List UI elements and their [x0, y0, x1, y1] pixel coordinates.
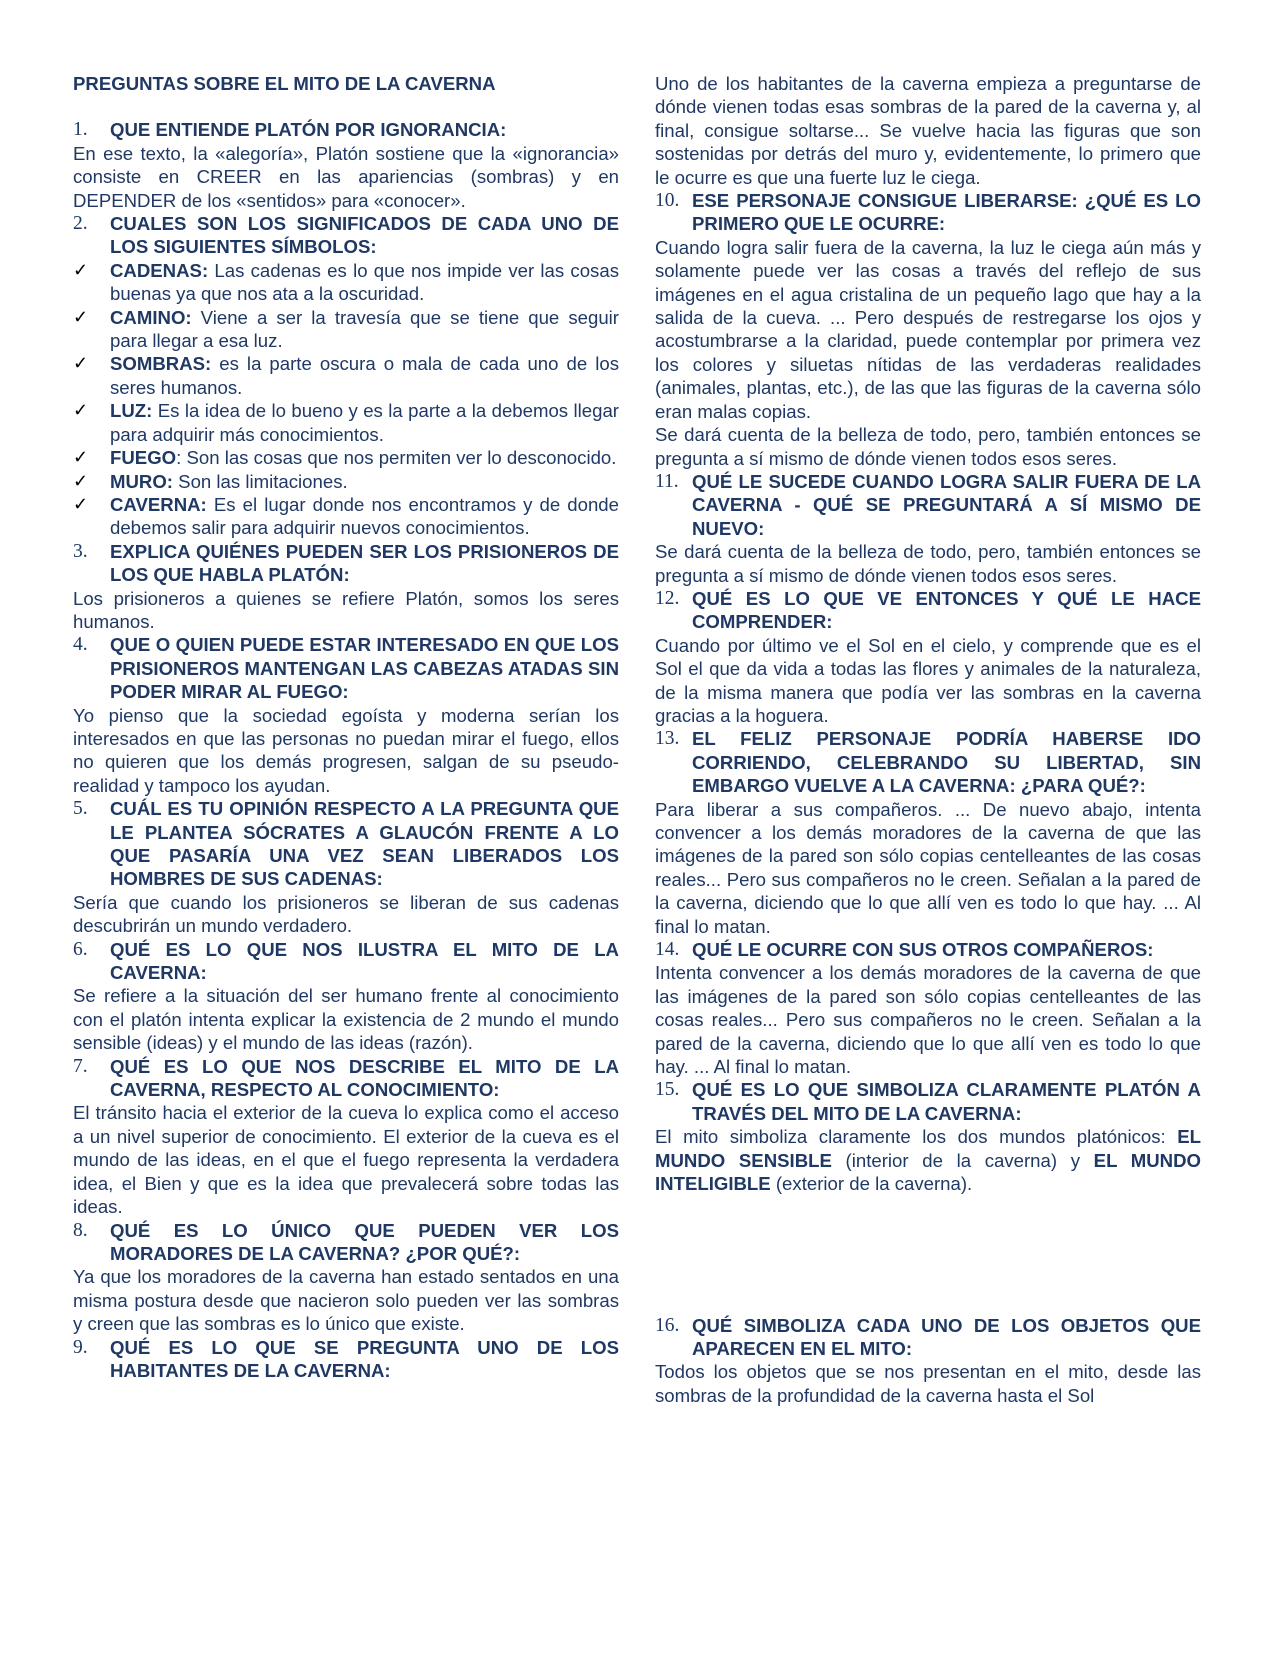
answer-12: Cuando por último ve el Sol en el cielo, y comprende que es el Sol el que da vida a todas las flores y animales de la naturaleza, de la misma manera que podía ver las sombras en la caverna gracias a la hoguera.: [655, 634, 1201, 726]
answer-4: Yo pienso que la sociedad egoísta y moderna serían los interesados en que las personas no puedan mirar el fuego, ellos no quieren que los demás progresen, salgan de su pseudo-realidad y tampoco los ayudan.: [73, 704, 619, 796]
question-15: 15. QUÉ ES LO QUE SIMBOLIZA CLARAMENTE PLATÓN A TRAVÉS DEL MITO DE LA CAVERNA:: [655, 1079, 1201, 1124]
question-16: 16. QUÉ SIMBOLIZA CADA UNO DE LOS OBJETOS QUE APARECEN EN EL MITO:: [655, 1314, 1201, 1359]
symbol-item: ✓ CADENAS: Las cadenas es lo que nos impide ver las cosas buenas ya que nos ata a la oscuridad.: [73, 259, 619, 305]
answer-15: El mito simboliza claramente los dos mundos platónicos: EL MUNDO SENSIBLE (interior de la caverna) y EL MUNDO INTELIGIBLE (exterior de la caverna).: [655, 1126, 1201, 1195]
checkmark-icon: ✓: [73, 470, 89, 491]
question-1: 1. QUE ENTIENDE PLATÓN POR IGNORANCIA:: [73, 119, 507, 141]
answer-10-continued: Se dará cuenta de la belleza de todo, pero, también entonces se pregunta a sí mismo de dónde vienen todos esos seres.: [655, 424, 1201, 469]
checkmark-icon: ✓: [73, 259, 89, 280]
checkmark-icon: ✓: [73, 306, 89, 327]
answer-10: Cuando logra salir fuera de la caverna, la luz le ciega aún más y solamente puede ver las cosas a través del reflejo de sus imágenes en el agua cristalina de un pequeño lago que hay a la salida de la cueva. ... Pero después de restregarse los ojos y acostumbrarse a la claridad, puede contemplar por primera vez los colores y siluetas nítidas de las verdaderas realidades (animales, plantas, etc.), de las que las figuras de la caverna sólo eran malas copias.: [655, 236, 1201, 422]
answer-6: Se refiere a la situación del ser humano frente al conocimiento con el platón intenta explicar la existencia de 2 mundo el mundo sensible (ideas) y el mundo de las ideas (razón).: [73, 985, 619, 1054]
answer-13: Para liberar a sus compañeros. ... De nuevo abajo, intenta convencer a los demás moradores de la caverna de que las imágenes de la pared son sólo copias centelleantes de las cosas reales... Pero sus compañeros no le creen. Señalan a la pared de la caverna, diciendo que lo que allí ven es todo lo que hay. ... Al final lo matan.: [655, 798, 1201, 937]
answer-3: Los prisioneros a quienes se refiere Platón, somos los seres humanos.: [73, 587, 619, 632]
question-13: 13. EL FELIZ PERSONAJE PODRÍA HABERSE IDO CORRIENDO, CELEBRANDO SU LIBERTAD, SIN EMBARGO VUELVE A LA CAVERNA: ¿PARA QUÉ?:: [655, 728, 1201, 797]
symbol-item: ✓ CAVERNA: Es el lugar donde nos encontramos y de donde debemos salir para adquirir nuevos conocimientos.: [73, 493, 619, 539]
symbol-item: ✓ LUZ: Es la idea de lo bueno y es la parte a la debemos llegar para adquirir más conocimientos.: [73, 400, 619, 445]
symbol-item: ✓ MURO: Son las limitaciones.: [73, 470, 348, 492]
question-3: 3. EXPLICA QUIÉNES PUEDEN SER LOS PRISIONEROS DE LOS QUE HABLA PLATÓN:: [73, 540, 619, 586]
answer-16: Todos los objetos que se nos presentan en el mito, desde las sombras de la profundidad de la caverna hasta el Sol: [655, 1361, 1201, 1406]
question-12: 12. QUÉ ES LO QUE VE ENTONCES Y QUÉ LE HACE COMPRENDER:: [655, 587, 1201, 633]
right-column: [655, 72, 1201, 1407]
answer-7: El tránsito hacia el exterior de la cueva lo explica como el acceso a un nivel superior de conocimiento. El exterior de la cueva es el mundo de las ideas, en el que el fuego representa la verdadera idea, el Bien y que es la idea que prevalecerá sobre todas las ideas.: [73, 1102, 619, 1218]
answer-11: Se dará cuenta de la belleza de todo, pero, también entonces se pregunta a sí mismo de dónde vienen todos esos seres.: [655, 541, 1201, 586]
question-6: 6. QUÉ ES LO QUE NOS ILUSTRA EL MITO DE LA CAVERNA:: [73, 938, 619, 984]
checkmark-icon: ✓: [73, 447, 89, 468]
question-8: 8. QUÉ ES LO ÚNICO QUE PUEDEN VER LOS MORADORES DE LA CAVERNA? ¿POR QUÉ?:: [73, 1219, 619, 1264]
document-title: PREGUNTAS SOBRE EL MITO DE LA CAVERNA: [73, 73, 496, 94]
symbol-item: ✓ FUEGO: Son las cosas que nos permiten ver lo desconocido.: [73, 447, 617, 469]
question-14: 14. QUÉ LE OCURRE CON SUS OTROS COMPAÑEROS:: [655, 939, 1154, 961]
checkmark-icon: ✓: [73, 493, 89, 514]
checkmark-icon: ✓: [73, 353, 89, 374]
answer-1: En ese texto, la «alegoría», Platón sostiene que la «ignorancia» consiste en CREER en las apariencias (sombras) y en DEPENDER de los «sentidos» para «conocer».: [73, 142, 619, 211]
question-5: 5. CUÁL ES TU OPINIÓN RESPECTO A LA PREGUNTA QUE LE PLANTEA SÓCRATES A GLAUCÓN FRENTE A LO QUE PASARÍA UNA VEZ SEAN LIBERADOS LOS HOMBRES DE SUS CADENAS:: [73, 798, 619, 890]
symbol-item: ✓ CAMINO: Viene a ser la travesía que se tiene que seguir para llegar a esa luz.: [73, 306, 619, 352]
blank-space: [655, 1196, 1201, 1314]
answer-8: Ya que los moradores de la caverna han estado sentados en una misma postura desde que nacieron solo pueden ver las sombras y creen que las sombras es lo único que existe.: [73, 1266, 619, 1335]
question-11: 11. QUÉ LE SUCEDE CUANDO LOGRA SALIR FUERA DE LA CAVERNA - QUÉ SE PREGUNTARÁ A SÍ MISMO DE NUEVO:: [655, 470, 1201, 539]
question-7: 7. QUÉ ES LO QUE NOS DESCRIBE EL MITO DE LA CAVERNA, RESPECTO AL CONOCIMIENTO:: [73, 1055, 619, 1101]
answer-5: Sería que cuando los prisioneros se liberan de sus cadenas descubrirán un mundo verdadero.: [73, 891, 619, 937]
answer-14: Intenta convencer a los demás moradores de la caverna de que las imágenes de la pared son sólo copias centelleantes de las cosas reales... Pero sus compañeros no le creen. Señalan a la pared de la caverna, diciendo que lo que allí ven es todo lo que hay. ... Al final lo matan.: [655, 962, 1201, 1078]
question-4: 4. QUE O QUIEN PUEDE ESTAR INTERESADO EN QUE LOS PRISIONEROS MANTENGAN LAS CABEZAS ATADAS SIN PODER MIRAR AL FUEGO:: [73, 634, 619, 703]
question-10: 10. ESE PERSONAJE CONSIGUE LIBERARSE: ¿QUÉ ES LO PRIMERO QUE LE OCURRE:: [655, 190, 1201, 235]
question-9: 9. QUÉ ES LO QUE SE PREGUNTA UNO DE LOS HABITANTES DE LA CAVERNA:: [73, 1336, 619, 1381]
checkmark-icon: ✓: [73, 400, 89, 421]
symbol-item: ✓ SOMBRAS: es la parte oscura o mala de cada uno de los seres humanos.: [73, 353, 619, 398]
left-column: [73, 72, 619, 1382]
answer-9: Uno de los habitantes de la caverna empieza a preguntarse de dónde vienen todas esas sombras de la pared de la caverna y, al final, consigue soltarse... Se vuelve hacia las figuras que son sostenidas por detrás del muro y, evidentemente, lo primero que le ocurre es que una fuerte luz le ciega.: [655, 73, 1201, 188]
question-2: 2. CUALES SON LOS SIGNIFICADOS DE CADA UNO DE LOS SIGUIENTES SÍMBOLOS:: [73, 213, 619, 258]
